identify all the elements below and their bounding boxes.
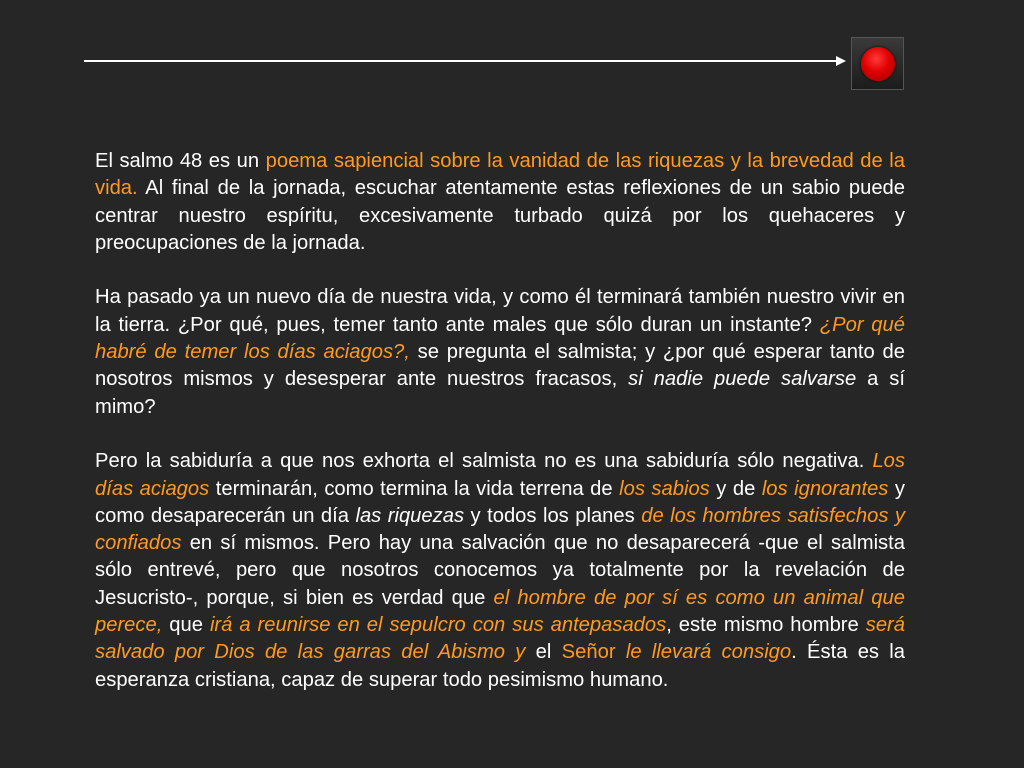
text-segment: , este mismo hombre bbox=[666, 614, 866, 637]
text-segment: Pero la sabiduría a que nos exhorta el salmista no es una sabiduría sólo negativa. bbox=[95, 450, 873, 473]
text-segment: Ha pasado ya un nuevo día de nuestra vida, y como él terminará también nuestro vivir en la tierra. ¿Por qué, pues, temer tanto ante males que sólo duran un instante? bbox=[95, 286, 905, 336]
red-light-icon bbox=[861, 47, 895, 81]
text-segment: en sí mismos. Pero hay una salvación que no desaparecerá -que el salmista sólo entrevé, pero que nosotros conocemos ya totalmente por la revelación de Jesucristo-, porque, si bien es verdad que bbox=[95, 532, 905, 609]
text-segment: y como desaparecerán un día bbox=[95, 477, 905, 527]
body-text bbox=[95, 148, 905, 721]
text-segment: Señor bbox=[561, 641, 616, 664]
text-segment bbox=[616, 641, 626, 663]
text-segment: se pregunta el salmista; y ¿por qué esperar tanto de nosotros mismos y desesperar ante nuestros fracasos, bbox=[95, 341, 905, 391]
text-segment: los ignorantes bbox=[761, 477, 889, 500]
paragraph-1 bbox=[95, 148, 905, 257]
text-segment: terminarán, como termina la vida terrena de bbox=[209, 477, 620, 500]
paragraph-2 bbox=[95, 284, 905, 420]
text-segment: las riquezas bbox=[355, 504, 465, 527]
text-segment: . Ésta es la esperanza cristiana, capaz de superar todo pesimismo humano. bbox=[95, 641, 905, 691]
text-segment: a sí mimo? bbox=[95, 368, 905, 418]
text-segment: el hombre de por sí es como un animal que perece, bbox=[95, 586, 905, 637]
text-segment: le llevará consigo bbox=[625, 641, 792, 664]
text-segment: irá a reunirse en el sepulcro con sus antepasados bbox=[209, 614, 667, 637]
text-segment: y de bbox=[709, 477, 762, 500]
text-segment: poema sapiencial sobre la vanidad de las riquezas y la brevedad de la vida. bbox=[95, 150, 905, 200]
text-segment: El salmo 48 es un bbox=[95, 150, 266, 172]
text-segment: Al final de la jornada, escuchar atentamente estas reflexiones de un sabio puede centrar nuestro espíritu, excesivamente turbado quizá por los quehaceres y preocupaciones de la jornada. bbox=[95, 177, 905, 254]
text-segment: y todos los planes bbox=[464, 504, 642, 527]
text-segment: Los días aciagos bbox=[95, 450, 905, 500]
text-segment: será salvado por Dios de las garras del Abismo y bbox=[95, 614, 905, 664]
text-segment: que bbox=[162, 614, 210, 637]
text-segment: ¿Por qué habré de temer los días aciagos?, bbox=[95, 313, 905, 364]
text-segment: si nadie puede salvarse bbox=[628, 368, 857, 391]
right-arrow-icon bbox=[84, 52, 846, 70]
text-segment: de los hombres satisfechos y confiados bbox=[95, 504, 905, 555]
paragraph-3 bbox=[95, 448, 905, 694]
text-segment: el bbox=[525, 641, 562, 664]
stop-button[interactable] bbox=[851, 37, 904, 90]
text-segment: los sabios bbox=[619, 477, 710, 500]
